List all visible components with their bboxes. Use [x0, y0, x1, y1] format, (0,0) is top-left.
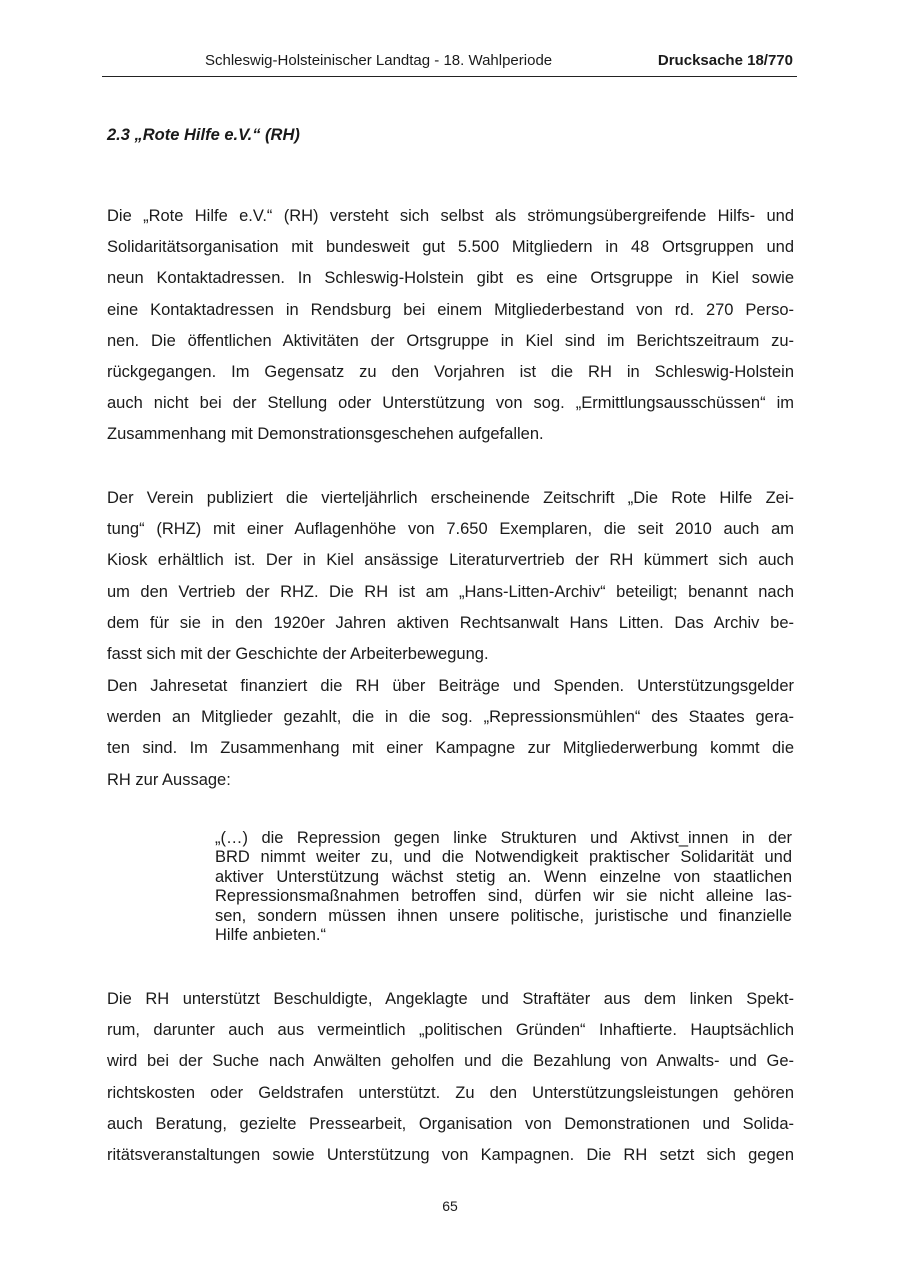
header-title: Schleswig-Holsteinischer Landtag - 18. Wahlperiode: [205, 52, 553, 69]
text-line: Die „Rote Hilfe e.V.“ (RH) versteht sich selbst als strömungsübergreifende Hilfs- und: [107, 207, 794, 225]
text-line: eine Kontaktadressen in Rendsburg bei einem Mitgliederbestand von rd. 270 Perso-: [107, 300, 794, 319]
quote-line: Repressionsmaßnahmen betroffen sind, dürfen wir sie nicht alleine las-: [215, 887, 792, 906]
text-line: Die RH unterstützt Beschuldigte, Angeklagte und Straftäter aus dem linken Spekt-: [107, 990, 794, 1008]
page-header: [102, 52, 797, 77]
paragraph-publication: [107, 483, 794, 670]
text-line: nen. Die öffentlichen Aktivitäten der Ortsgruppe in Kiel sind im Berichtszeitraum zu-: [107, 331, 794, 350]
document-number: Drucksache 18/770: [657, 52, 793, 69]
text-line: rum, darunter auch aus vermeintlich „politischen Gründen“ Inhaftierte. Hauptsächlich: [107, 1021, 794, 1040]
text-line: Der Verein publiziert die vierteljährlich erscheinende Zeitschrift „Die Rote Hilfe Zei-: [107, 489, 794, 507]
text-line: werden an Mitglieder gezahlt, die in die sog. „Repressionsmühlen“ des Staates gera-: [107, 708, 794, 727]
text-line: auch nicht bei der Stellung oder Unterstützung von sog. „Ermittlungsausschüssen“ im: [107, 394, 794, 413]
text-line: um den Vertrieb der RHZ. Die RH ist am „Hans-Litten-Archiv“ beteiligt; benannt nach: [107, 582, 794, 601]
text-line: auch Beratung, gezielte Pressearbeit, Organisation von Demonstrationen und Solida-: [107, 1114, 794, 1133]
text-line: RH zur Aussage:: [107, 770, 231, 789]
text-line: ritätsveranstaltungen sowie Unterstützung von Kampagnen. Die RH setzt sich gegen: [107, 1146, 794, 1165]
text-line: ten sind. Im Zusammenhang mit einer Kampagne zur Mitgliederwerbung kommt die: [107, 739, 794, 758]
section-heading: 2.3 „Rote Hilfe e.V.“ (RH): [107, 126, 300, 144]
paragraph-finance: [107, 671, 794, 796]
text-line: Solidaritätsorganisation mit bundesweit gut 5.500 Mitgliedern in 48 Ortsgruppen und: [107, 238, 794, 257]
text-line: rückgegangen. Im Gegensatz zu den Vorjahren ist die RH in Schleswig-Holstein: [107, 363, 794, 382]
paragraph-organization: [107, 201, 794, 451]
text-line: neun Kontaktadressen. In Schleswig-Holstein gibt es eine Ortsgruppe in Kiel sowie: [107, 269, 794, 288]
text-line: dem für sie in den 1920er Jahren aktiven Rechtsanwalt Hans Litten. Das Archiv be-: [107, 613, 794, 632]
text-line: Kiosk erhältlich ist. Der in Kiel ansässige Literaturvertrieb der RH kümmert sich auch: [107, 551, 794, 570]
quote-line: sen, sondern müssen ihnen unsere politische, juristische und finanzielle: [215, 906, 792, 925]
text-line: fasst sich mit der Geschichte der Arbeiterbewegung.: [107, 645, 489, 664]
text-line: richtskosten oder Geldstrafen unterstützt. Zu den Unterstützungsleistungen gehören: [107, 1083, 794, 1102]
text-line: wird bei der Suche nach Anwälten geholfen und die Bezahlung von Anwalts- und Ge-: [107, 1052, 794, 1071]
text-line: tung“ (RHZ) mit einer Auflagenhöhe von 7.650 Exemplaren, die seit 2010 auch am: [107, 520, 794, 539]
text-line: Zusammenhang mit Demonstrationsgeschehen aufgefallen.: [107, 425, 544, 444]
quote-line: aktiver Unterstützung wächst stetig an. Wenn einzelne von staatlichen: [215, 867, 792, 886]
block-quote: [215, 829, 792, 945]
paragraph-support: [107, 984, 794, 1171]
page-number: 65: [442, 1198, 458, 1214]
quote-line: BRD nimmt weiter zu, und die Notwendigkeit praktischer Solidarität und: [215, 848, 792, 867]
quote-line: „(…) die Repression gegen linke Strukturen und Aktivst_innen in der: [215, 829, 792, 847]
quote-line: Hilfe anbieten.“: [215, 926, 326, 945]
text-line: Den Jahresetat finanziert die RH über Beiträge und Spenden. Unterstützungsgelder: [107, 677, 794, 695]
